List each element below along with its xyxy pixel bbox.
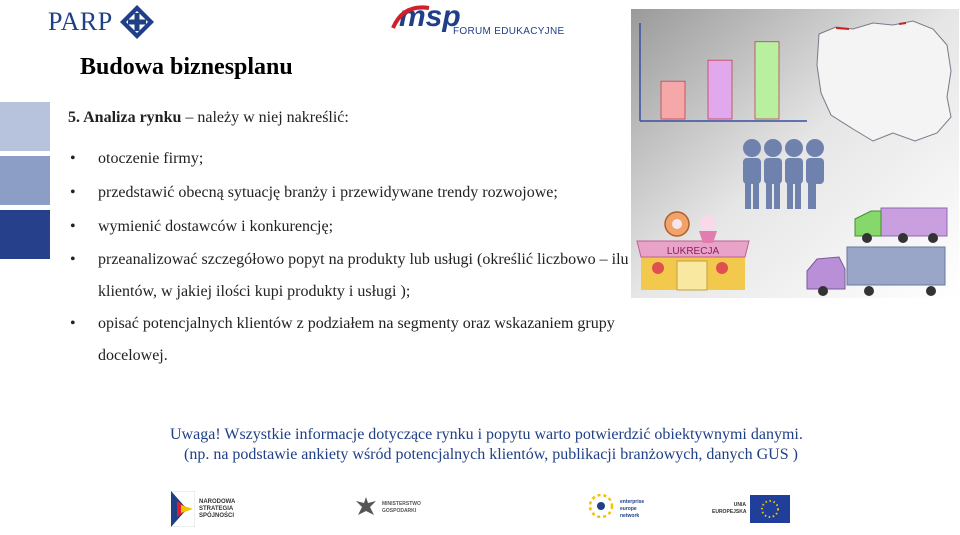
delivery-truck-icon [855, 208, 947, 243]
decor-bar-light [0, 102, 50, 151]
section-intro [68, 109, 349, 127]
ministry-logo-text: MINISTERSTWO GOSPODARKI [382, 501, 421, 514]
msp-logo-text: msp [399, 0, 461, 33]
growth-bar [755, 42, 779, 119]
een-logo-text: enterprise europe network [620, 498, 645, 519]
eu-flag-icon [750, 495, 790, 523]
section-heading: 5. Analiza rynku [68, 109, 182, 126]
note-line-1: Uwaga! Wszystkie informacje dotyczące rynku i popytu warto potwierdzić obiektywnymi danymi. [170, 426, 803, 443]
note-line-2: (np. na podstawie ankiety wśród potencjalnych klientów, publikacji branżowych, danych GUS ) [184, 446, 798, 463]
nss-logo-text: NARODOWA STRATEGIA SPÓJNOŚCI [199, 498, 236, 519]
nss-flag-icon [171, 491, 195, 527]
eu-logo-text: UNIA EUROPEJSKA [712, 502, 747, 515]
footer-logos [0, 485, 960, 535]
decor-bar-mid [0, 156, 50, 205]
een-logo [586, 491, 656, 527]
bullet-item: • otoczenie firmy; [70, 142, 630, 176]
parp-logo [48, 4, 155, 40]
eu-logo [712, 495, 790, 523]
cupcake-top [700, 215, 716, 231]
slide-title: Budowa biznesplanu [80, 54, 293, 80]
parp-logo-text: PARP [48, 7, 113, 36]
nss-logo [171, 491, 269, 527]
market-illustration [631, 9, 959, 298]
een-stars-icon [586, 491, 616, 527]
msp-swoosh-icon [391, 2, 431, 32]
ministry-logo [354, 495, 436, 521]
parp-diamond-icon [119, 4, 155, 40]
bullet-item: • przedstawić obecną sytuację branży i przewidywane trendy rozwojowe; [70, 176, 630, 210]
bullet-item: • opisać potencjalnych klientów z podziałem na segmenty oraz wskazaniem grupy docelowej. [70, 308, 630, 372]
decor-bar-dark [0, 210, 50, 259]
bullet-list [70, 142, 630, 372]
bullet-item: • przeanalizować szczegółowo popyt na produkty lub usługi (określić liczbowo – ilu klientów, w jakiej ilości kupi produkty i usługi ); [70, 244, 630, 308]
eagle-emblem-icon [354, 495, 378, 521]
section-intro-rest: – należy w niej nakreślić: [181, 109, 349, 126]
donut-hole [672, 219, 682, 229]
map-marker [836, 28, 849, 29]
map-marker [899, 23, 906, 24]
msp-logo [393, 2, 564, 37]
growth-bar [661, 81, 685, 119]
growth-bar [708, 60, 732, 119]
msp-logo-subtitle: FORUM EDUKACYJNE [453, 26, 565, 37]
bullet-item: • wymienić dostawców i konkurencję; [70, 210, 630, 244]
shop-sign: LUKRECJA [666, 246, 720, 257]
note-box [170, 425, 803, 465]
